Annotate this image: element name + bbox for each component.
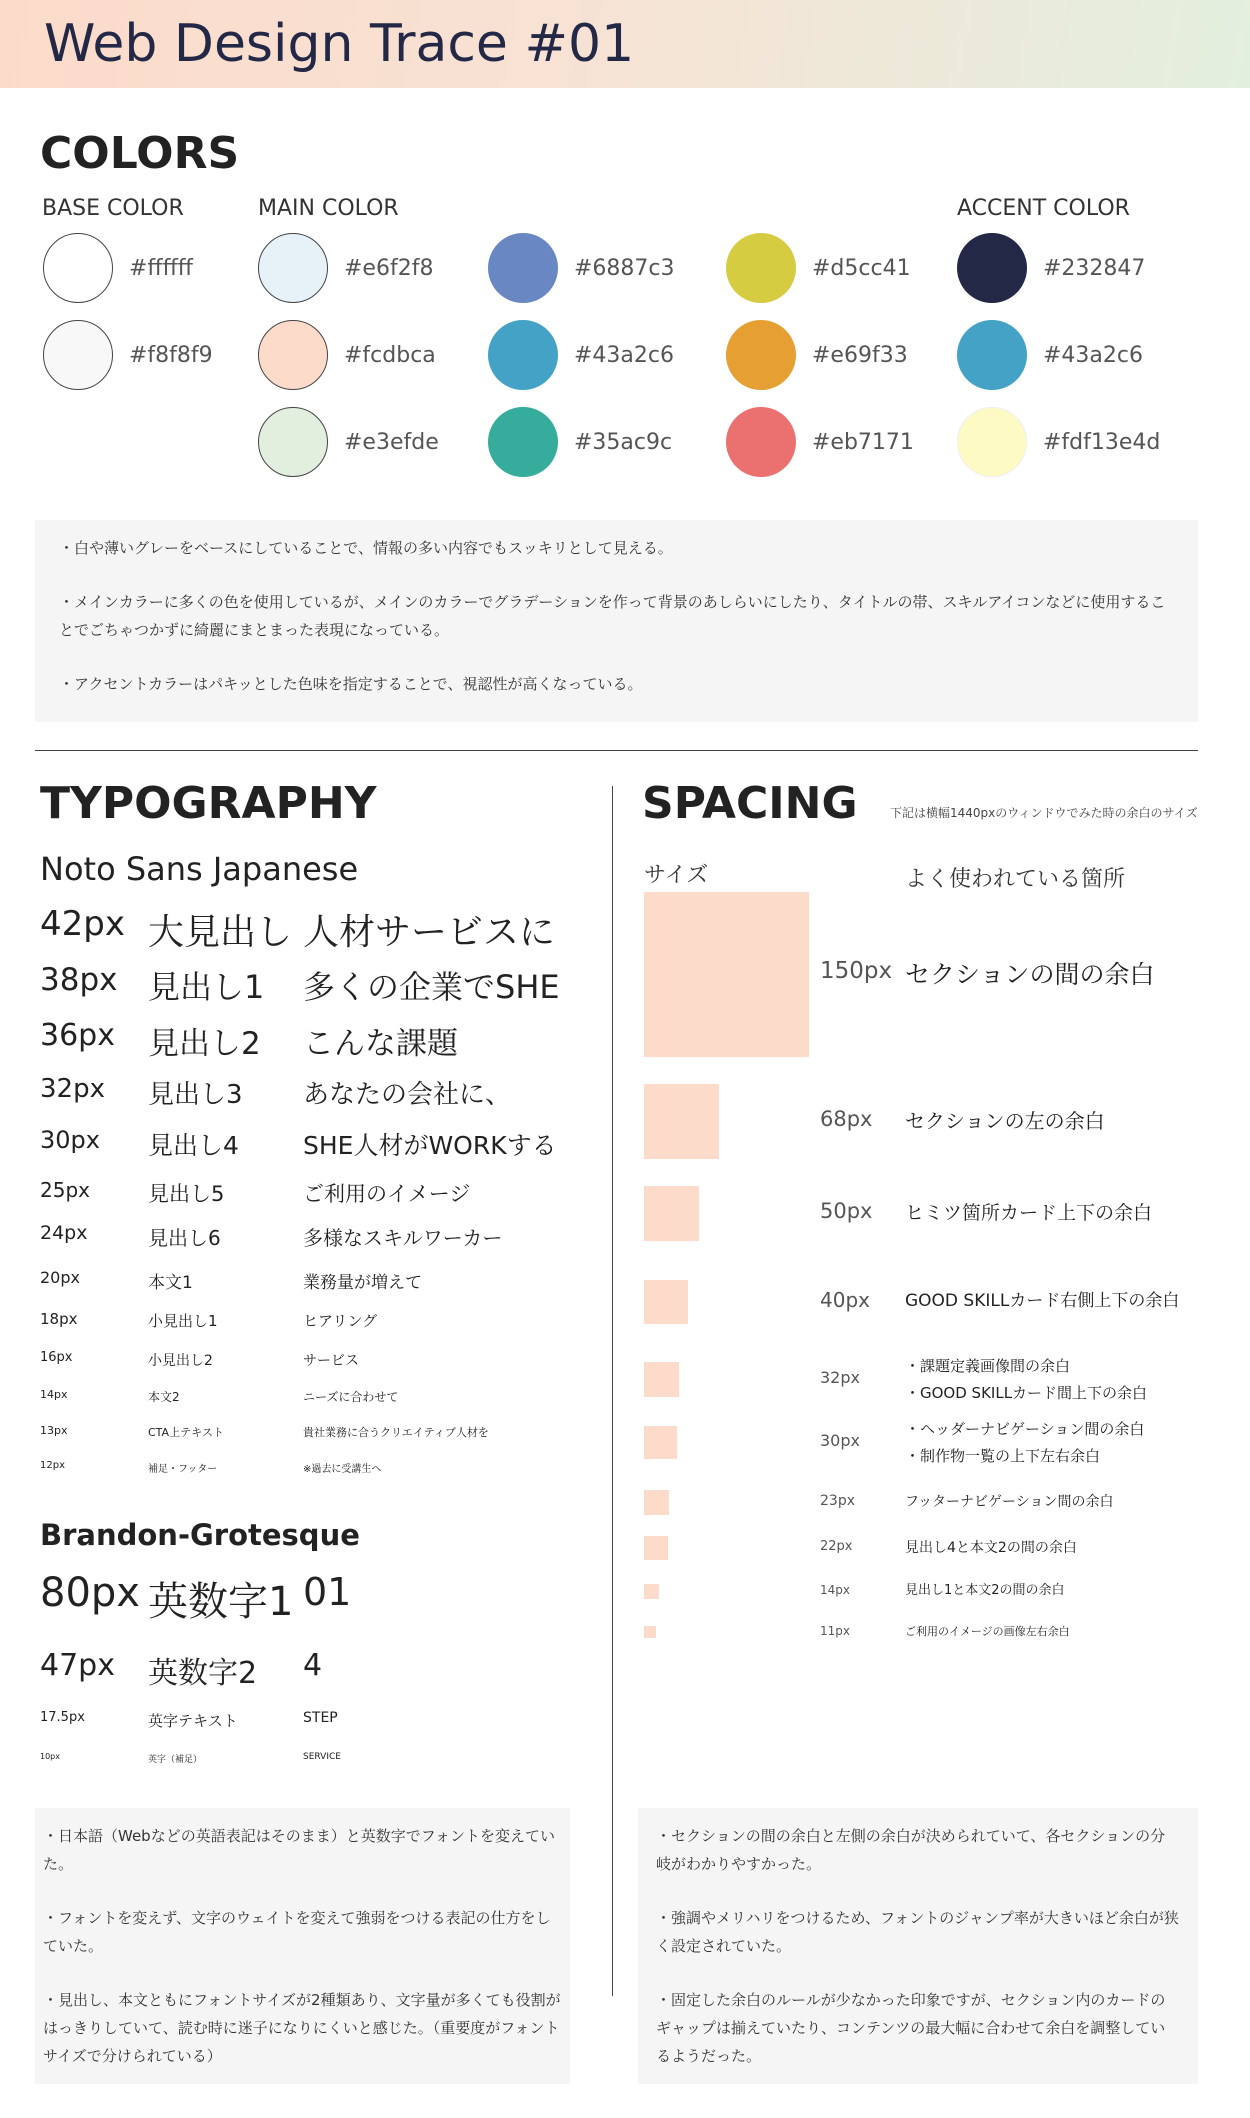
color-hex: #f8f8f9 xyxy=(129,342,213,368)
note-text: ・固定した余白のルールが少なかった印象ですが、セクション内のカードのギャップは揃えていたり、コンテンツの最大幅に合わせて余白を調整しているようだった。 xyxy=(656,1991,1166,2065)
color-hex: #eb7171 xyxy=(812,429,914,455)
font-name-brandon: Brandon-Grotesque xyxy=(40,1518,360,1552)
spacing-size: 30px xyxy=(820,1431,860,1451)
type-row xyxy=(40,1648,600,1692)
type-sample: ヒアリング xyxy=(303,1312,378,1330)
type-sample: 業務量が増えて xyxy=(303,1273,422,1293)
color-circle xyxy=(957,320,1027,390)
spacing-size: 11px xyxy=(820,1623,850,1638)
type-row xyxy=(40,1570,600,1624)
color-swatch xyxy=(957,407,1160,477)
color-hex: #d5cc41 xyxy=(812,255,911,281)
color-circle xyxy=(488,320,558,390)
color-circle xyxy=(43,320,113,390)
spacing-usage-line: 見出し4と本文2の間の余白 xyxy=(905,1539,1077,1556)
main-color-label: MAIN COLOR xyxy=(258,196,399,221)
spacing-size: 23px xyxy=(820,1492,855,1509)
type-sample: サービス xyxy=(303,1353,359,1369)
color-hex: #43a2c6 xyxy=(1043,342,1143,368)
spacing-box xyxy=(644,1584,659,1599)
type-sample: 人材サービスに xyxy=(303,912,556,953)
spacing-usage xyxy=(905,1104,1105,1139)
type-sample: こんな課題 xyxy=(303,1026,458,1062)
type-size: 20px xyxy=(40,1268,80,1287)
type-role: 本文2 xyxy=(148,1390,180,1404)
color-circle xyxy=(258,407,328,477)
color-hex: #e6f2f8 xyxy=(344,255,434,281)
type-sample: ※過去に受講生へ xyxy=(303,1464,382,1475)
spacing-box xyxy=(644,1084,719,1159)
type-row xyxy=(40,1460,600,1480)
color-swatch xyxy=(488,233,675,303)
type-role: 見出し4 xyxy=(148,1131,239,1160)
spacing-box xyxy=(644,1490,669,1515)
spacing-notes xyxy=(638,1808,1198,2084)
note-text: ・見出し、本文ともにフォントサイズが2種類あり、文字量が多くても役割がはっきりしていて、読む時に迷子になりにくいと感じた。（重要度がフォントサイズで分けられている） xyxy=(43,1991,561,2065)
typography-notes xyxy=(35,1808,570,2084)
spacing-usage xyxy=(905,1580,1065,1603)
type-size: 18px xyxy=(40,1310,78,1328)
usage-header: よく使われている箇所 xyxy=(905,867,1126,892)
colors-title: COLORS xyxy=(40,128,240,179)
color-swatch xyxy=(488,320,674,390)
spacing-size: 40px xyxy=(820,1288,870,1312)
spacing-usage-line: セクションの間の余白 xyxy=(905,959,1155,989)
color-hex: #fcdbca xyxy=(344,342,436,368)
type-sample: あなたの会社に、 xyxy=(303,1080,512,1110)
type-role: 見出し3 xyxy=(148,1080,243,1110)
spacing-note: 下記は横幅1440pxのウィンドウでみた時の余白のサイズ xyxy=(890,806,1198,820)
color-swatch xyxy=(43,320,213,390)
type-sample: STEP xyxy=(303,1710,338,1726)
spacing-usage-line: フッターナビゲーション間の余白 xyxy=(905,1494,1114,1511)
color-swatch xyxy=(258,407,439,477)
type-role: 小見出し2 xyxy=(148,1353,213,1369)
type-size: 80px xyxy=(40,1570,140,1616)
type-sample: 多くの企業でSHE xyxy=(303,968,560,1006)
page-title: Web Design Trace #01 xyxy=(44,14,635,74)
spacing-usage-line: GOOD SKILLカード右側上下の余白 xyxy=(905,1291,1180,1312)
type-row xyxy=(40,1350,600,1374)
type-size: 16px xyxy=(40,1350,73,1365)
type-size: 25px xyxy=(40,1178,90,1202)
type-role: 小見出し1 xyxy=(148,1312,218,1330)
color-hex: #e3efde xyxy=(344,429,439,455)
note-text: ・フォントを変えず、文字のウェイトを変えて強弱をつける表記の仕方をしていた。 xyxy=(43,1909,551,1955)
spacing-usage-line: セクションの左の余白 xyxy=(905,1109,1105,1133)
typography-title: TYPOGRAPHY xyxy=(40,778,377,829)
type-role: 本文1 xyxy=(148,1273,193,1293)
section-divider xyxy=(35,750,1198,751)
type-size: 30px xyxy=(40,1126,100,1154)
spacing-usage-line: 見出し1と本文2の間の余白 xyxy=(905,1583,1065,1599)
accent-color-label: ACCENT COLOR xyxy=(957,196,1130,221)
spacing-usage xyxy=(905,1536,1077,1561)
type-row xyxy=(40,1310,600,1335)
base-color-label: BASE COLOR xyxy=(42,196,184,221)
color-hex: #e69f33 xyxy=(812,342,908,368)
type-size: 47px xyxy=(40,1648,115,1683)
type-sample: 貴社業務に合うクリエイティブ人材を xyxy=(303,1426,489,1439)
color-swatch xyxy=(957,320,1143,390)
color-swatch xyxy=(726,233,911,303)
spacing-size: 150px xyxy=(820,958,893,985)
color-circle xyxy=(488,407,558,477)
type-size: 12px xyxy=(40,1460,65,1471)
color-swatch xyxy=(488,407,672,477)
color-swatch xyxy=(43,233,193,303)
type-row xyxy=(40,904,600,953)
type-size: 36px xyxy=(40,1018,115,1053)
type-size: 42px xyxy=(40,904,125,944)
type-size: 13px xyxy=(40,1424,68,1437)
colors-notes xyxy=(35,520,1198,722)
type-role: 見出し1 xyxy=(148,968,265,1006)
type-role: 英数字2 xyxy=(148,1656,258,1691)
type-sample: ニーズに合わせて xyxy=(303,1390,399,1404)
type-sample: 4 xyxy=(303,1648,323,1683)
type-sample: ご利用のイメージ xyxy=(303,1182,471,1206)
spacing-size: 32px xyxy=(820,1368,860,1388)
color-circle xyxy=(957,233,1027,303)
color-circle xyxy=(258,233,328,303)
spacing-usage-line: ・制作物一覧の上下左右余白 xyxy=(905,1446,1101,1465)
color-swatch xyxy=(957,233,1145,303)
type-role: 見出し6 xyxy=(148,1226,221,1250)
type-row xyxy=(40,1018,600,1062)
spacing-size: 22px xyxy=(820,1538,853,1554)
note-text: ・セクションの間の余白と左側の余白が決められていて、各セクションの分岐がわかりやすかった。 xyxy=(656,1827,1166,1873)
spacing-box xyxy=(644,1626,656,1638)
type-role: 補足・フッター xyxy=(148,1464,218,1475)
color-swatch xyxy=(726,407,914,477)
type-role: 英数字1 xyxy=(148,1579,294,1625)
spacing-usage-line: ご利用のイメージの画像左右余白 xyxy=(905,1625,1070,1639)
type-row xyxy=(40,1388,600,1410)
spacing-size: 50px xyxy=(820,1198,873,1223)
note-text: ・強調やメリハリをつけるため、フォントのジャンプ率が大きいほど余白が狭く設定されていた。 xyxy=(656,1909,1179,1955)
spacing-usage xyxy=(905,1287,1179,1317)
color-hex: #fdf13e4d xyxy=(1043,429,1161,455)
note-text: ・白や薄いグレーをベースにしていることで、情報の多い内容でもスッキリとして見える。 xyxy=(59,539,673,557)
size-header: サイズ xyxy=(644,863,709,888)
color-swatch xyxy=(726,320,908,390)
color-swatch xyxy=(258,320,436,390)
spacing-size: 68px xyxy=(820,1106,873,1131)
type-role: 見出し5 xyxy=(148,1182,225,1206)
spacing-box xyxy=(644,1362,679,1397)
color-hex: #ffffff xyxy=(129,255,193,281)
spacing-size: 14px xyxy=(820,1583,850,1598)
spacing-usage-line: ・GOOD SKILLカード間上下の余白 xyxy=(905,1383,1148,1402)
spacing-box xyxy=(644,1426,677,1459)
type-row xyxy=(40,962,600,1004)
spacing-usage xyxy=(905,1416,1144,1469)
color-circle xyxy=(726,233,796,303)
spacing-usage-line: ・課題定義画像間の余白 xyxy=(905,1357,1071,1376)
type-role: 大見出し xyxy=(148,912,293,953)
type-row xyxy=(40,1752,600,1775)
note-text: ・メインカラーに多くの色を使用しているが、メインのカラーでグラデーションを作って背景のあしらいにしたり、タイトルの帯、スキルアイコンなどに使用することでごちゃつかずに綺麗にまとまった表現になっている。 xyxy=(59,593,1166,639)
spacing-box xyxy=(644,892,809,1057)
type-size: 24px xyxy=(40,1222,88,1244)
type-row xyxy=(40,1424,600,1445)
color-hex: #232847 xyxy=(1043,255,1146,281)
type-size: 38px xyxy=(40,962,118,998)
spacing-box xyxy=(644,1186,699,1241)
note-text: ・日本語（Webなどの英語表記はそのまま）と英数字でフォントを変えていた。 xyxy=(43,1827,555,1873)
color-circle xyxy=(726,320,796,390)
spacing-usage xyxy=(905,1490,1113,1515)
color-circle xyxy=(258,320,328,390)
type-role: 見出し2 xyxy=(148,1026,261,1062)
color-circle xyxy=(957,407,1027,477)
color-hex: #6887c3 xyxy=(574,255,675,281)
type-size: 17.5px xyxy=(40,1710,85,1725)
spacing-title: SPACING xyxy=(642,778,858,829)
type-sample: SHE人材がWORKする xyxy=(303,1131,557,1160)
type-row xyxy=(40,1178,600,1209)
type-sample: SERVICE xyxy=(303,1752,341,1762)
color-hex: #35ac9c xyxy=(574,429,673,455)
color-hex: #43a2c6 xyxy=(574,342,674,368)
column-divider xyxy=(612,786,613,1996)
type-row xyxy=(40,1268,600,1295)
type-row xyxy=(40,1710,600,1739)
spacing-usage-line: ・ヘッダーナビゲーション間の余白 xyxy=(905,1420,1145,1439)
spacing-box xyxy=(644,1280,688,1324)
type-size: 32px xyxy=(40,1074,105,1104)
spacing-box xyxy=(644,1536,668,1560)
note-text: ・アクセントカラーはパキッとした色味を指定することで、視認性が高くなっている。 xyxy=(59,675,643,693)
color-circle xyxy=(488,233,558,303)
spacing-usage xyxy=(905,1197,1152,1230)
type-row xyxy=(40,1222,600,1252)
spacing-usage xyxy=(905,1622,1070,1641)
type-role: 英字（補足） xyxy=(148,1755,203,1765)
page-header xyxy=(0,0,1250,88)
type-size: 14px xyxy=(40,1388,68,1401)
spacing-usage xyxy=(905,1353,1147,1406)
type-role: CTA上テキスト xyxy=(148,1426,224,1439)
color-swatch xyxy=(258,233,433,303)
type-sample: 01 xyxy=(303,1570,352,1614)
type-row xyxy=(40,1126,600,1161)
font-name-noto: Noto Sans Japanese xyxy=(40,850,359,888)
color-circle xyxy=(726,407,796,477)
type-row xyxy=(40,1074,600,1110)
spacing-usage xyxy=(905,953,1155,997)
spacing-usage-line: ヒミツ箇所カード上下の余白 xyxy=(905,1201,1153,1224)
color-circle xyxy=(43,233,113,303)
type-sample: 多様なスキルワーカー xyxy=(303,1226,503,1250)
type-role: 英字テキスト xyxy=(148,1712,238,1730)
type-size: 10px xyxy=(40,1752,60,1761)
